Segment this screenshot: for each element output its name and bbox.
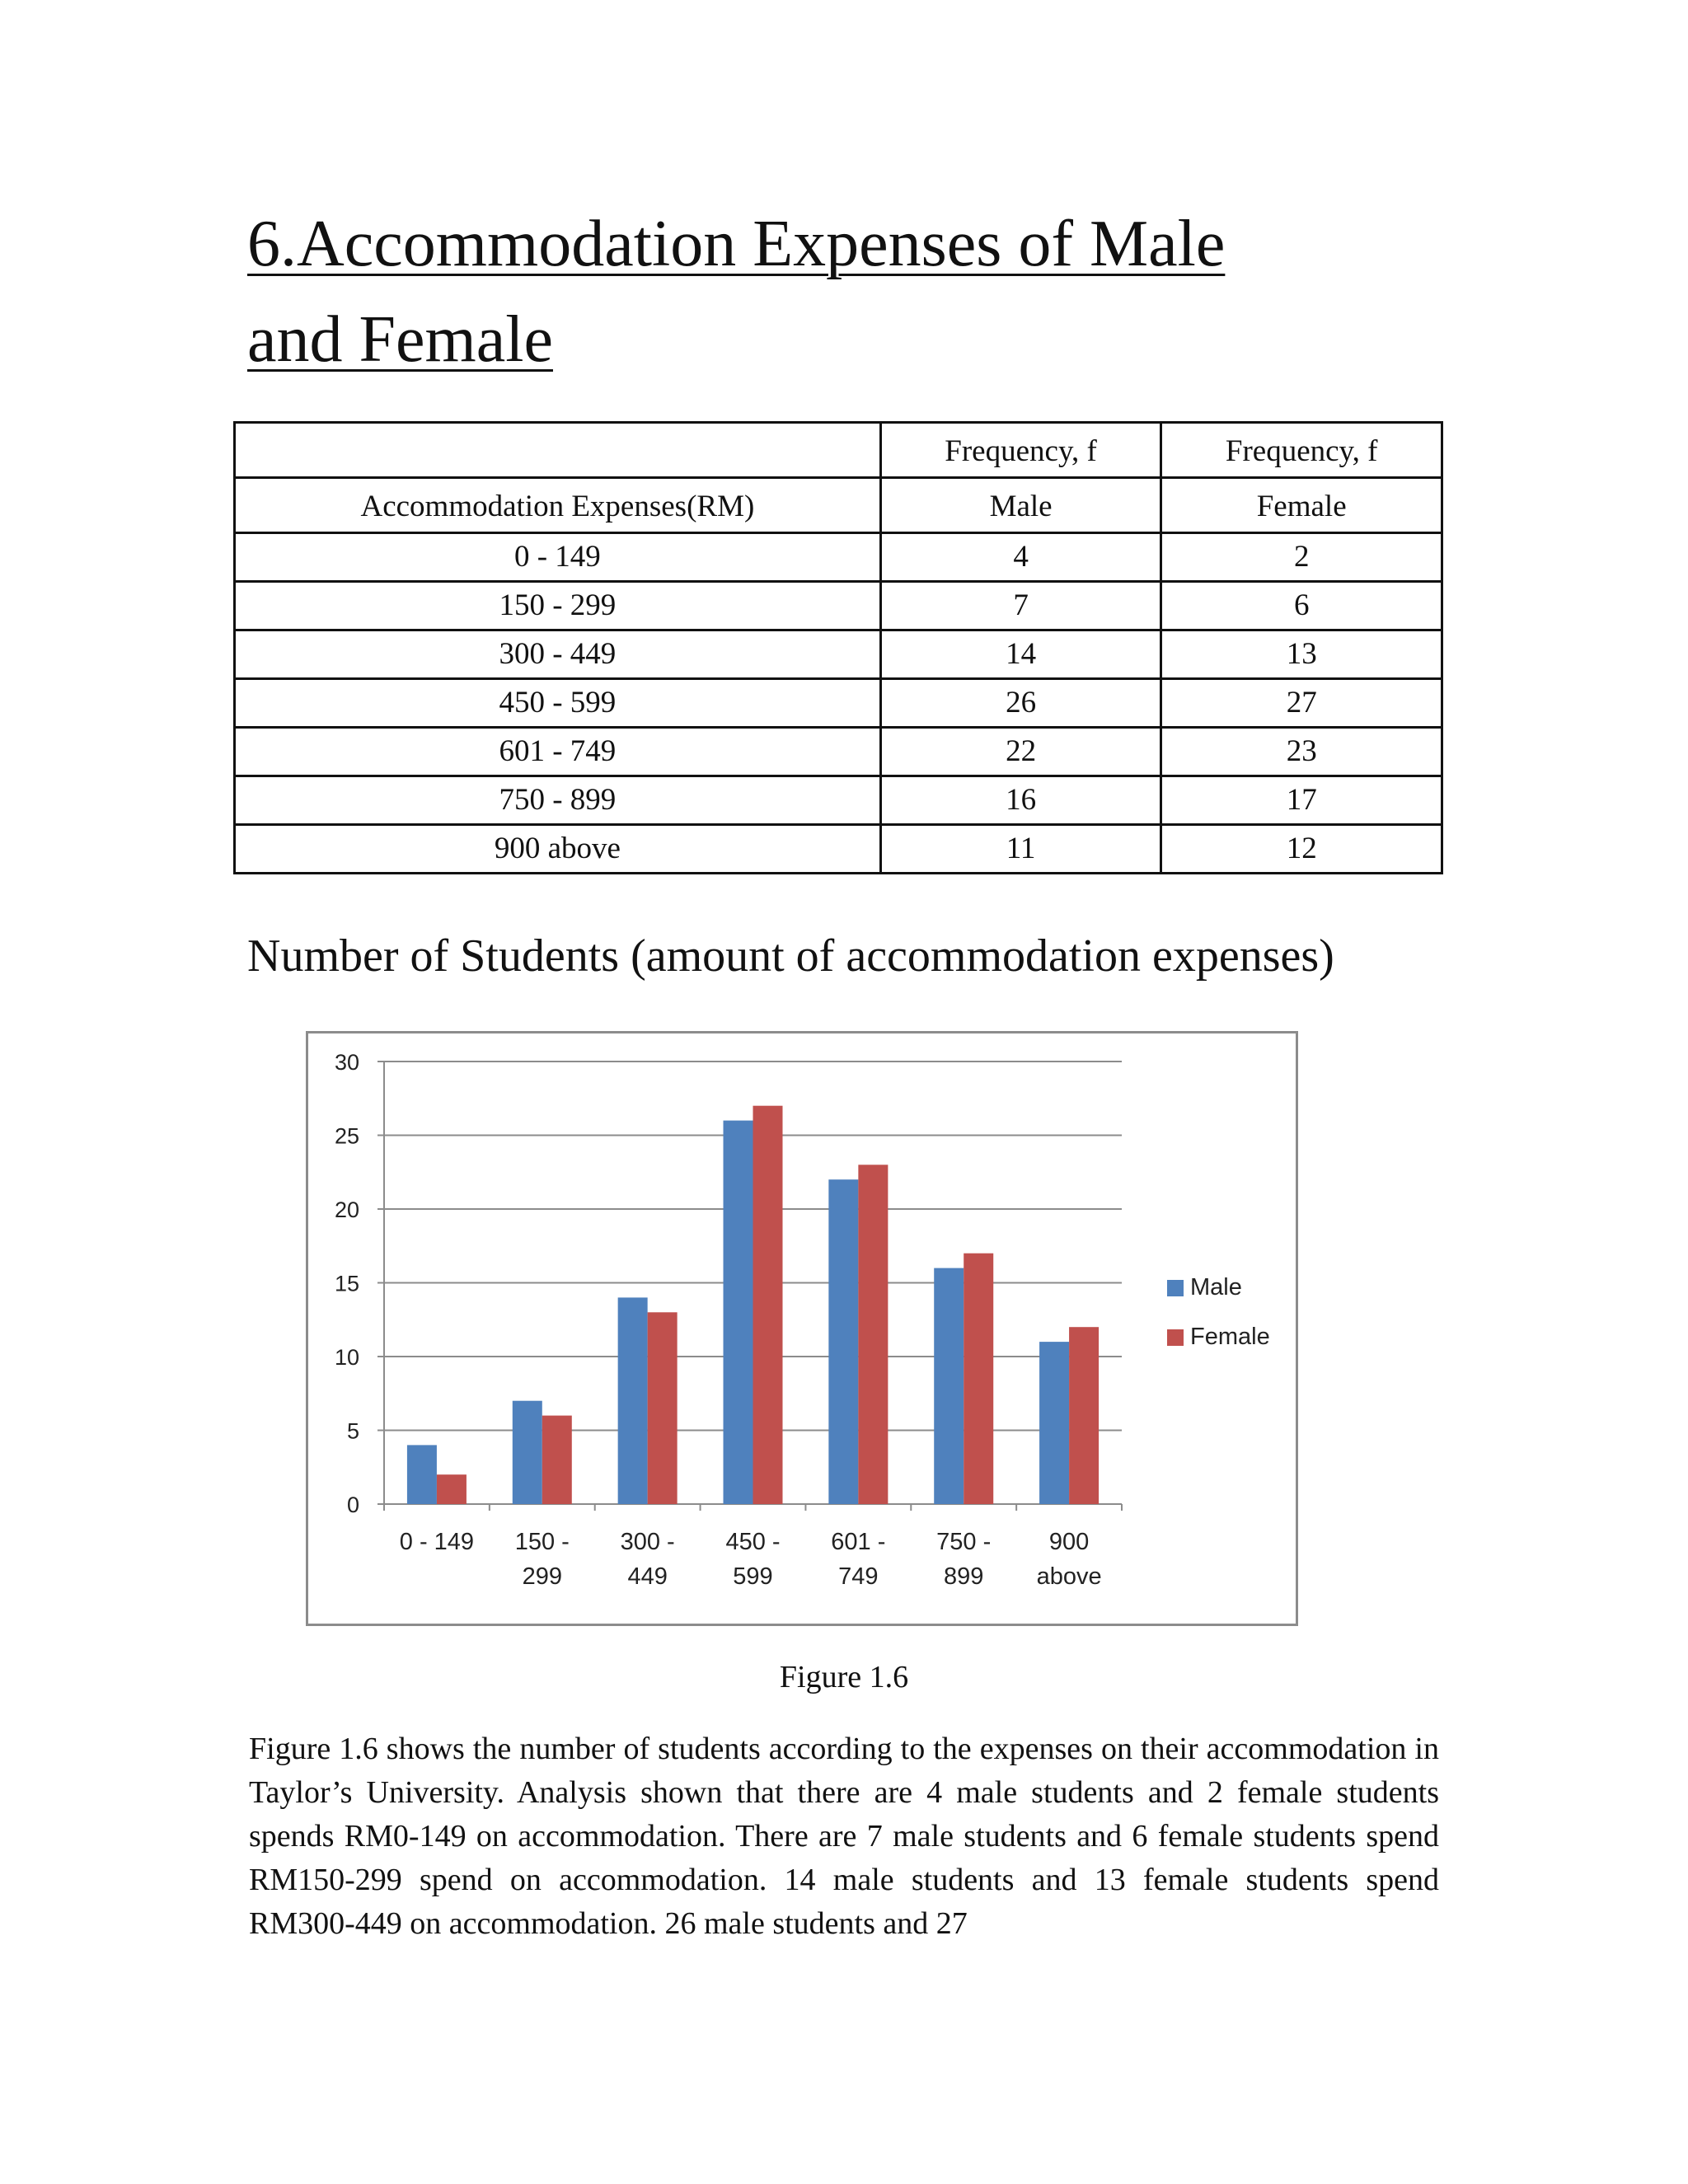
x-tick-label: 601 - [831,1529,886,1555]
x-tick-label: 750 - [936,1529,992,1555]
table-header-cell: Female [1161,478,1442,533]
y-tick-label: 10 [334,1345,359,1370]
bar-female [1069,1327,1099,1504]
bar-male [618,1297,648,1504]
frequency-table [233,421,1443,874]
table-cell: 4 [880,533,1161,582]
x-tick-label: 450 - [725,1529,781,1555]
table-cell: 750 - 899 [235,776,881,825]
table-row [235,728,1442,776]
table-cell: 26 [880,679,1161,728]
y-tick-label: 15 [334,1271,359,1296]
chart-heading: Number of Students (amount of accommodation expenses) [247,930,1334,982]
table-cell: 11 [880,825,1161,874]
table-header-row [235,478,1442,533]
bar-female [648,1312,678,1504]
table-cell: 150 - 299 [235,582,881,630]
table-cell: 601 - 749 [235,728,881,776]
table-row [235,679,1442,728]
legend-label: Male [1190,1274,1242,1301]
table-cell: 6 [1161,582,1442,630]
table-row [235,582,1442,630]
table-row [235,533,1442,582]
table-cell: 17 [1161,776,1442,825]
y-tick-label: 25 [334,1123,359,1149]
y-tick-label: 5 [346,1418,359,1444]
table-cell: 900 above [235,825,881,874]
legend-swatch [1167,1329,1184,1346]
table-cell: 0 - 149 [235,533,881,582]
bar-male [828,1179,858,1504]
bar-chart [306,1031,1298,1626]
table-row [235,776,1442,825]
bar-male [513,1401,542,1504]
x-tick-label: 449 [627,1563,668,1590]
bar-female [858,1165,888,1504]
table-cell: 12 [1161,825,1442,874]
body-paragraph: Figure 1.6 shows the number of students according to the expenses on their accommodation in Taylor’s University. Analysis shown that there are 4 male students and 2 female students spends RM0-149 on accommodation. There are 7 male students and 6 female students spend RM150-299 spend on accommodation. 14 male students and 13 female students spend RM300-449 on accommodation. 26 male students and 27 [249,1732,1439,1941]
x-tick-label: 599 [733,1563,773,1590]
table-header-cell: Frequency, f [1161,423,1442,478]
bar-female [964,1254,993,1504]
table-row [235,825,1442,874]
bar-female [542,1416,572,1504]
legend-label: Female [1190,1324,1270,1350]
x-tick-label: 899 [944,1563,984,1590]
table-cell: 7 [880,582,1161,630]
table-cell: 27 [1161,679,1442,728]
x-tick-label: 0 - 149 [399,1529,475,1555]
bar-female [437,1474,467,1504]
table-cell: 300 - 449 [235,630,881,679]
bar-male [934,1268,964,1504]
x-tick-label: 900 [1048,1529,1090,1555]
bar-male [407,1445,437,1504]
table-header-cell: Frequency, f [880,423,1161,478]
y-tick-label: 0 [346,1493,359,1517]
legend-swatch [1167,1280,1184,1296]
table-header-row [235,423,1442,478]
x-tick-label: 299 [522,1563,562,1590]
table-row [235,630,1442,679]
table-header-cell: Accommodation Expenses(RM) [235,478,881,533]
table-cell: 23 [1161,728,1442,776]
table-cell: 13 [1161,630,1442,679]
table-cell: 14 [880,630,1161,679]
section-heading: 6.Accommodation Expenses of Male and Female [247,208,1226,376]
table-cell: 450 - 599 [235,679,881,728]
x-tick-label: 300 - [620,1529,675,1555]
table-cell: 16 [880,776,1161,825]
x-tick-label: 150 - [514,1529,570,1555]
figure-caption: Figure 1.6 [779,1660,909,1694]
x-tick-label: above [1036,1563,1102,1590]
bar-male [1039,1342,1069,1504]
bar-female [753,1106,783,1504]
y-tick-label: 30 [334,1050,359,1075]
table-cell: 22 [880,728,1161,776]
table-header-cell: Male [880,478,1161,533]
table-header-cell [235,423,881,478]
y-tick-label: 20 [334,1197,359,1222]
x-tick-label: 749 [838,1563,879,1590]
bar-male [724,1121,753,1504]
table-cell: 2 [1161,533,1442,582]
